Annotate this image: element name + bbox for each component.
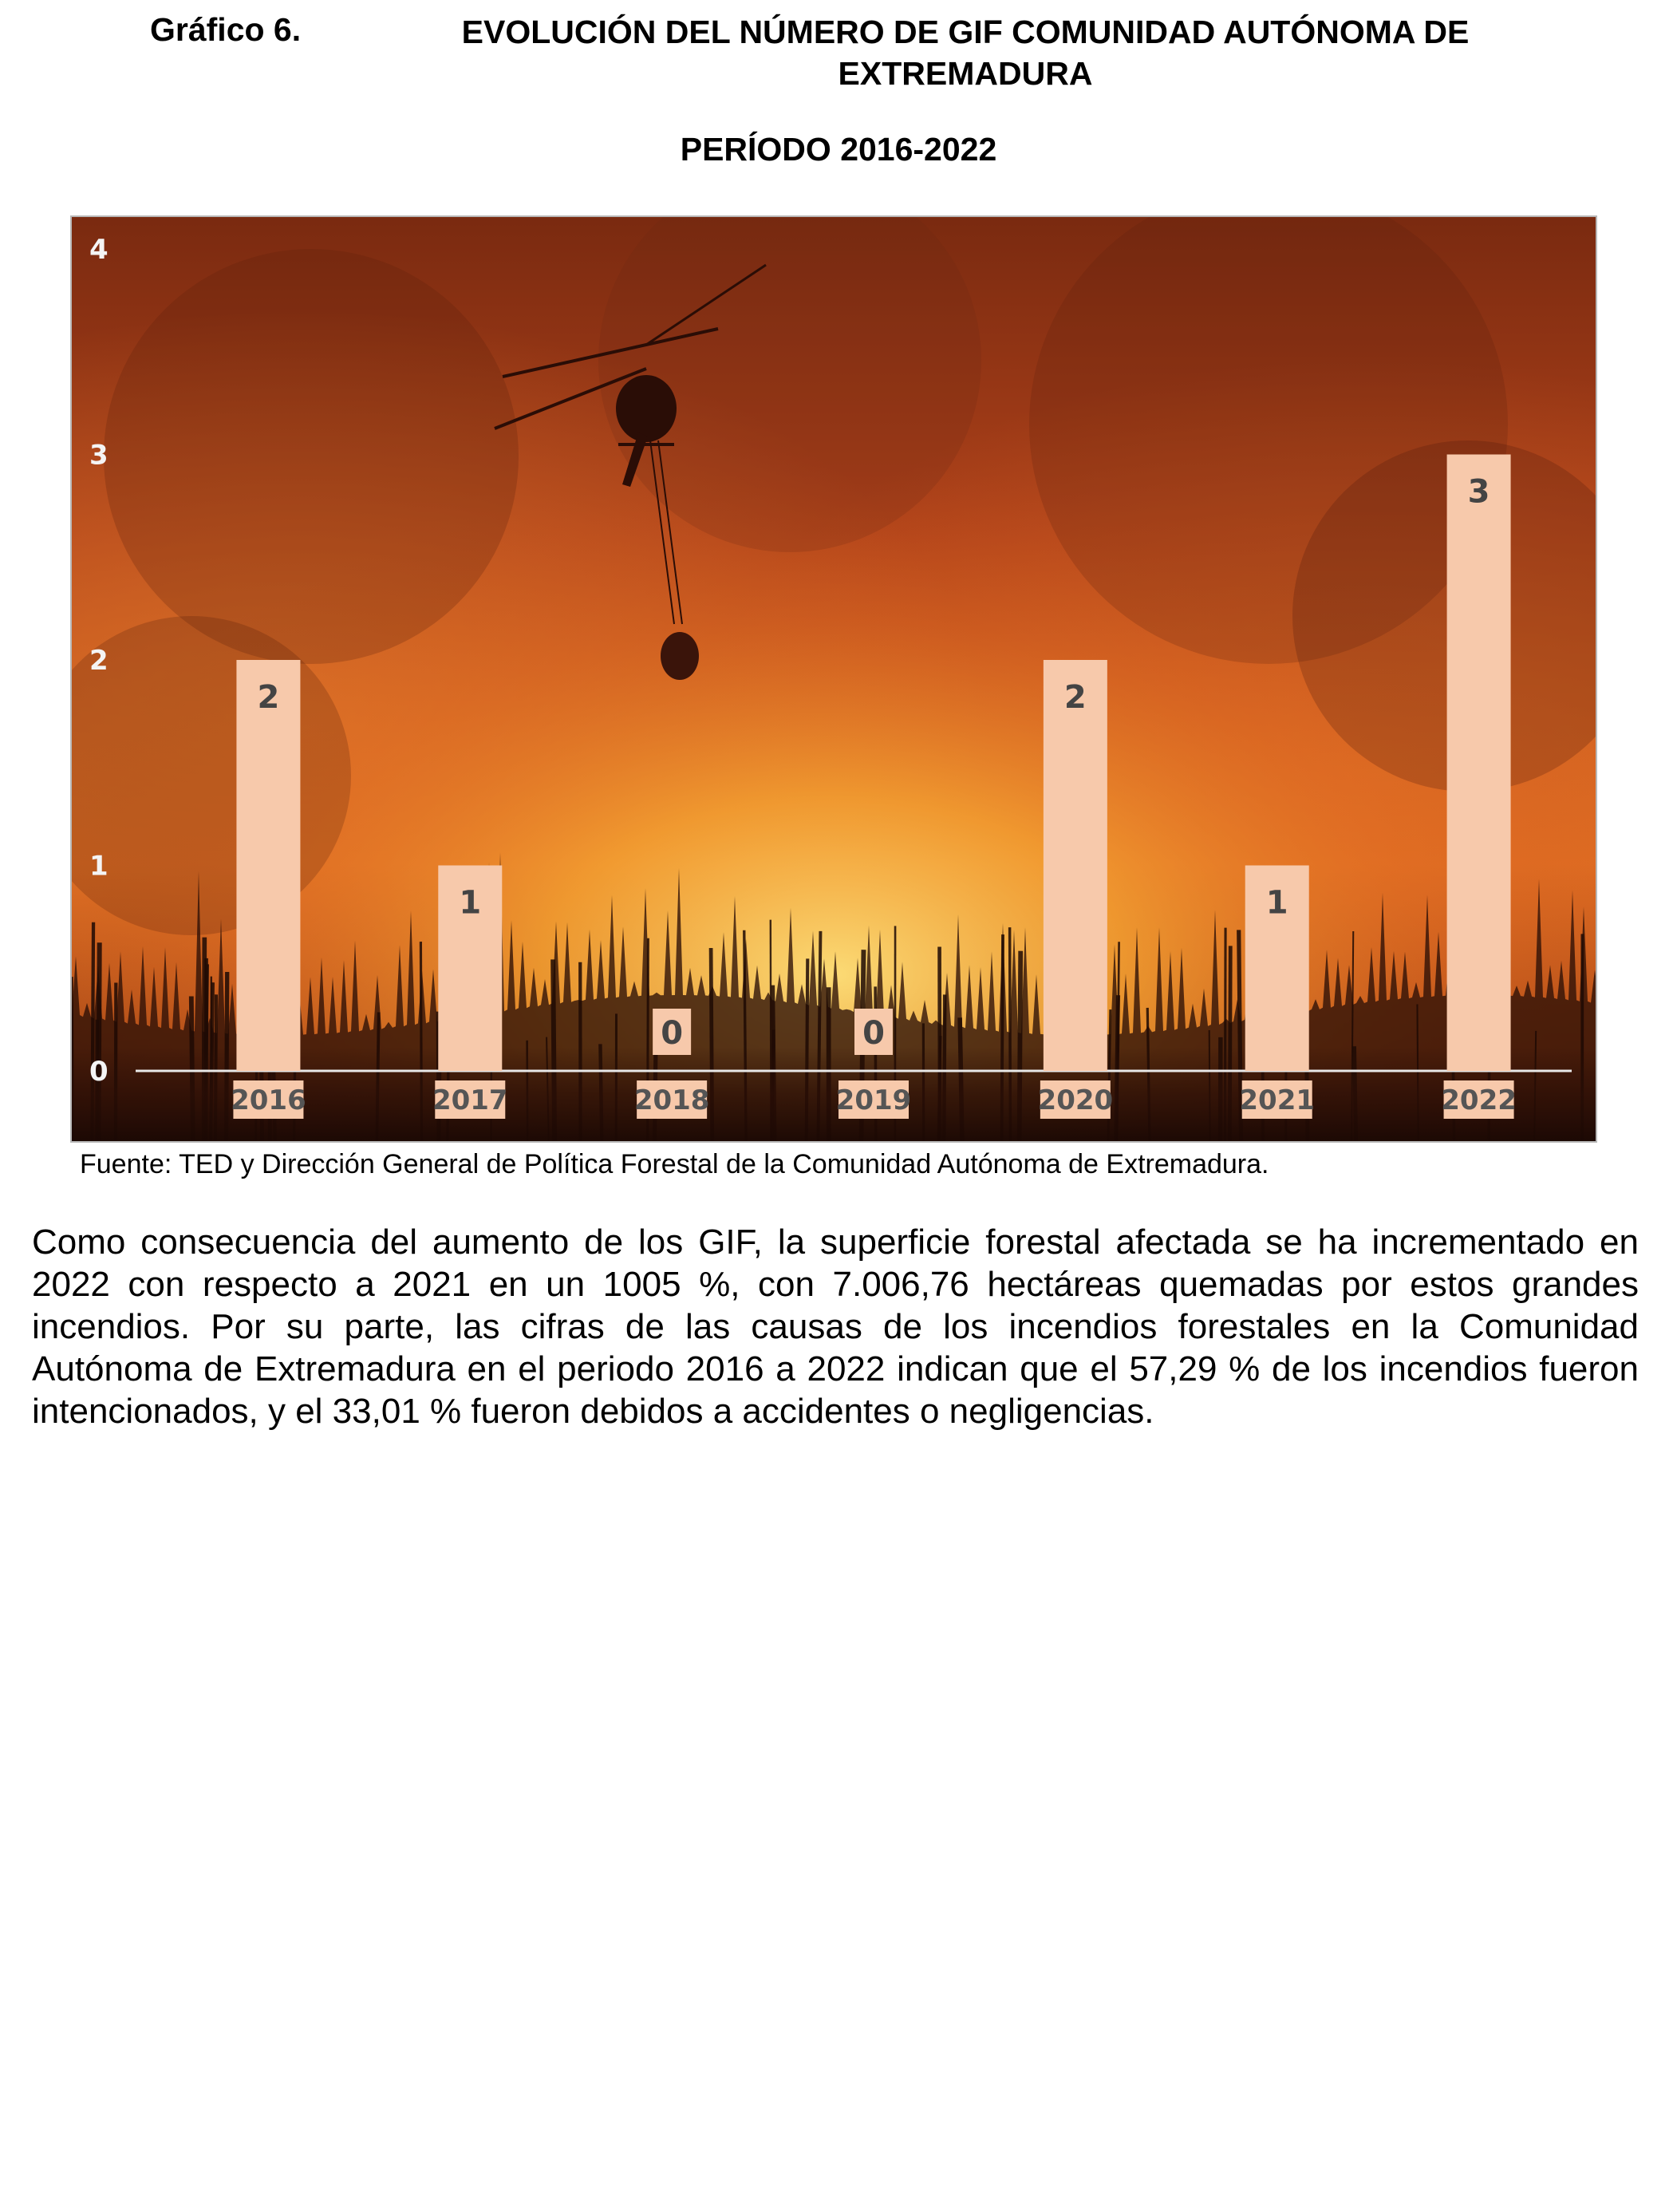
x-tick-label: 2018 <box>633 1084 710 1116</box>
data-label-2022: 3 <box>1467 473 1490 511</box>
x-tick-label: 2017 <box>432 1084 508 1116</box>
data-label-2018: 0 <box>661 1015 684 1052</box>
data-label-2019: 0 <box>862 1015 885 1052</box>
y-tick-label: 1 <box>89 850 109 883</box>
water-bucket <box>661 632 699 680</box>
y-tick-label: 3 <box>89 439 109 472</box>
data-label-2016: 2 <box>257 679 280 716</box>
figure-period: PERÍODO 2016-2022 <box>680 131 997 168</box>
bar-chart <box>70 215 1597 1143</box>
data-label-2021: 1 <box>1265 884 1288 922</box>
chart-canvas <box>72 217 1596 1141</box>
bar-2020 <box>1044 660 1107 1071</box>
bar-2016 <box>236 660 300 1071</box>
y-tick-label: 0 <box>89 1056 109 1088</box>
figure-title: EVOLUCIÓN DEL NÚMERO DE GIF COMUNIDAD AUTÓNOMA DE EXTREMADURA <box>461 14 1470 92</box>
x-tick-label: 2019 <box>835 1084 912 1116</box>
data-label-2017: 1 <box>459 884 482 922</box>
bar-2022 <box>1447 455 1511 1072</box>
figure-source: Fuente: TED y Dirección General de Política Forestal de la Comunidad Autónoma de Extremadura. <box>80 1149 1269 1179</box>
figure-number: Gráfico 6. <box>150 11 302 48</box>
x-tick-label: 2020 <box>1037 1084 1114 1116</box>
helicopter-body <box>616 375 677 442</box>
x-tick-label: 2022 <box>1441 1084 1517 1116</box>
y-tick-label: 4 <box>89 234 109 266</box>
smoke-plume <box>104 249 519 664</box>
x-tick-label: 2016 <box>231 1084 306 1116</box>
figure-caption <box>0 6 1677 110</box>
x-tick-label: 2021 <box>1239 1084 1316 1116</box>
body-paragraph: Como consecuencia del aumento de los GIF, la superficie forestal afectada se ha incrementado en 2022 con respecto a 2021 en un 1005 %, con 7.006,76 hectáreas quemadas por estos grandes incendios. Por su parte, las cifras de las causas de los incendios forestales en la Comunidad Autónoma de Extremadura en el periodo 2016 a 2022 indican que el 57,29 % de los incendios fueron intencionados, y el 33,01 % fueron debidos a accidentes o negligencias. <box>32 1223 1639 1431</box>
y-tick-label: 2 <box>89 645 109 677</box>
data-label-2020: 2 <box>1063 679 1087 716</box>
